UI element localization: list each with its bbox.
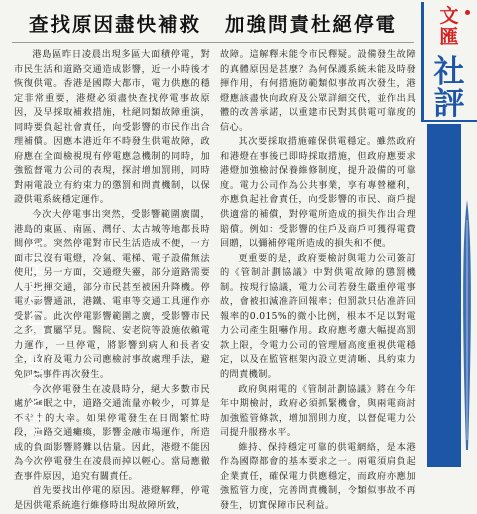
right-paragraph-4: 政府與兩電的《管制計劃協議》將在今年年中期檢討，政府必須抓緊機會，與兩電商討加強監管條款，增加罰則力度，以督促電力公司提升服務水平。 (220, 383, 416, 439)
right-column (220, 48, 416, 511)
quill-icon (461, 200, 473, 450)
right-paragraph-3: 更重要的是，政府要檢討與電力公司簽訂的《管制計劃協議》中對供電故障的懲罰機制。按現行協議，電力公司若發生嚴重停電事故，會被扣減准許回報率；但罰款只佔准許回報率的0.015%的微小比例，根本不足以對電力公司產生阻嚇作用。政府應考慮大幅提高罰款上限，令電力公司的管理層高度重視供電穩定，以及在監管框架內設立更清晰、具約束力的問責機制。 (220, 252, 416, 381)
editorial-masthead (421, 0, 474, 467)
brand-char-2: 匯 (439, 26, 459, 48)
right-paragraph-5: 維持、保持穩定可靠的供電網絡，是本港作為國際都會的基本要求之一。兩電須肩負起企業責任，確保電力供應穩定，而政府亦應加強監管力度，完善問責機制，令類似事故不再發生，切實保障市民利益。 (220, 441, 416, 511)
headline-divider (12, 42, 414, 43)
section-char-2: 評 (433, 86, 465, 122)
left-paragraph-1: 港島區昨日凌晨出現多區大面積停電，對市民生活和道路交通造成影響，近一小時後才恢復供電。香港是國際大都市，電力供應的穩定非常重要，港燈必須盡快查找停電事故原因，及早採取補救措施，杜絕同類故障重演，同時要負起社會責任，向受影響的市民作出合理補償。因應本港近年不時發生供電故障，政府應在全面檢視現有停電應急機制的同時，加強監督電力公司的表現，探討增加罰則，同時對兩電設立有約束力的懲罰和問責機制，以保證供電系統穩定運作。 (14, 49, 210, 206)
masthead-ribbon (427, 124, 461, 467)
left-paragraph-3: 今次停電發生在凌晨時分，絕大多數市民處於睡眠之中，道路交通流量亦較少，可算是不幸中的大幸。如果停電發生在日間繁忙時段，道路交通癱瘓，影響金融市場運作，所造成的負面影響將難以估量。因此，港燈不能因為今次停電發生在凌晨而掉以輕心。當局應徹查事件原因，追究有關責任。 (14, 383, 210, 482)
section-title (427, 56, 471, 120)
left-paragraph-4: 首先要找出停電的原因。港燈解釋，停電是因供電系統進行維修時出現故障所致， (14, 485, 210, 511)
brand-logo (429, 6, 469, 48)
headline-part-1: 查找原因盡快補救 (28, 13, 201, 36)
headline (10, 6, 416, 40)
masthead-ribbon-text: WEN WEI EDITORIAL (25, 228, 49, 442)
section-char-1: 社 (433, 54, 465, 90)
headline-part-2: 加強問責杜絕停電 (225, 13, 398, 36)
brand-dot-icon (465, 10, 470, 15)
right-paragraph-2: 其次要採取措施確保供電穩定。雖然政府和港燈在事後已即時採取措施，但政府應要求港燈加強檢討保養維修制度，提升設備的可靠度。電力公司作為公共事業，享有專營權利，亦應負起社會責任，向受影響的市民、商戶提供適當的補償，對停電所造成的損失作出合理賠償。例如：受影響的住戶及商戶可獲得電費回贈，以彌補停電所造成的損失和不便。 (220, 136, 416, 250)
right-paragraph-1: 故障。這解釋未能令市民釋疑。設備發生故障的真體原因是甚麼？為何保護系統未能及時發揮作用，有何措施防範類似事故再次發生，港燈應該盡快向政府及公眾詳細交代，並作出具體的改善承諾，以重建市民對其供電可靠度的信心。 (220, 49, 416, 133)
left-paragraph-2: 今次大停電事出突然，受影響範圍廣闊，港島的東區、南區、灣仔、太古城等地都長時間停電。突然停電對市民生活造成不便，一方面市民沒有電燈，冷氣、電梯、電子設備無法使用，另一方面，交通燈失靈，部分道路需要人手指揮交通，部分市民甚至被困升降機。停電亦影響通訊，港鐵、電車等交通工具運作亦受影響。此次停電影響範圍之廣，受影響市民之多，實屬罕見。醫院、安老院等設施依賴電力運作，一旦停電，將影響到病人和長者安全，政府及電力公司應檢討事故處理手法，避免同類事件再次發生。 (14, 209, 210, 381)
brand-char-1: 文 (439, 5, 459, 27)
